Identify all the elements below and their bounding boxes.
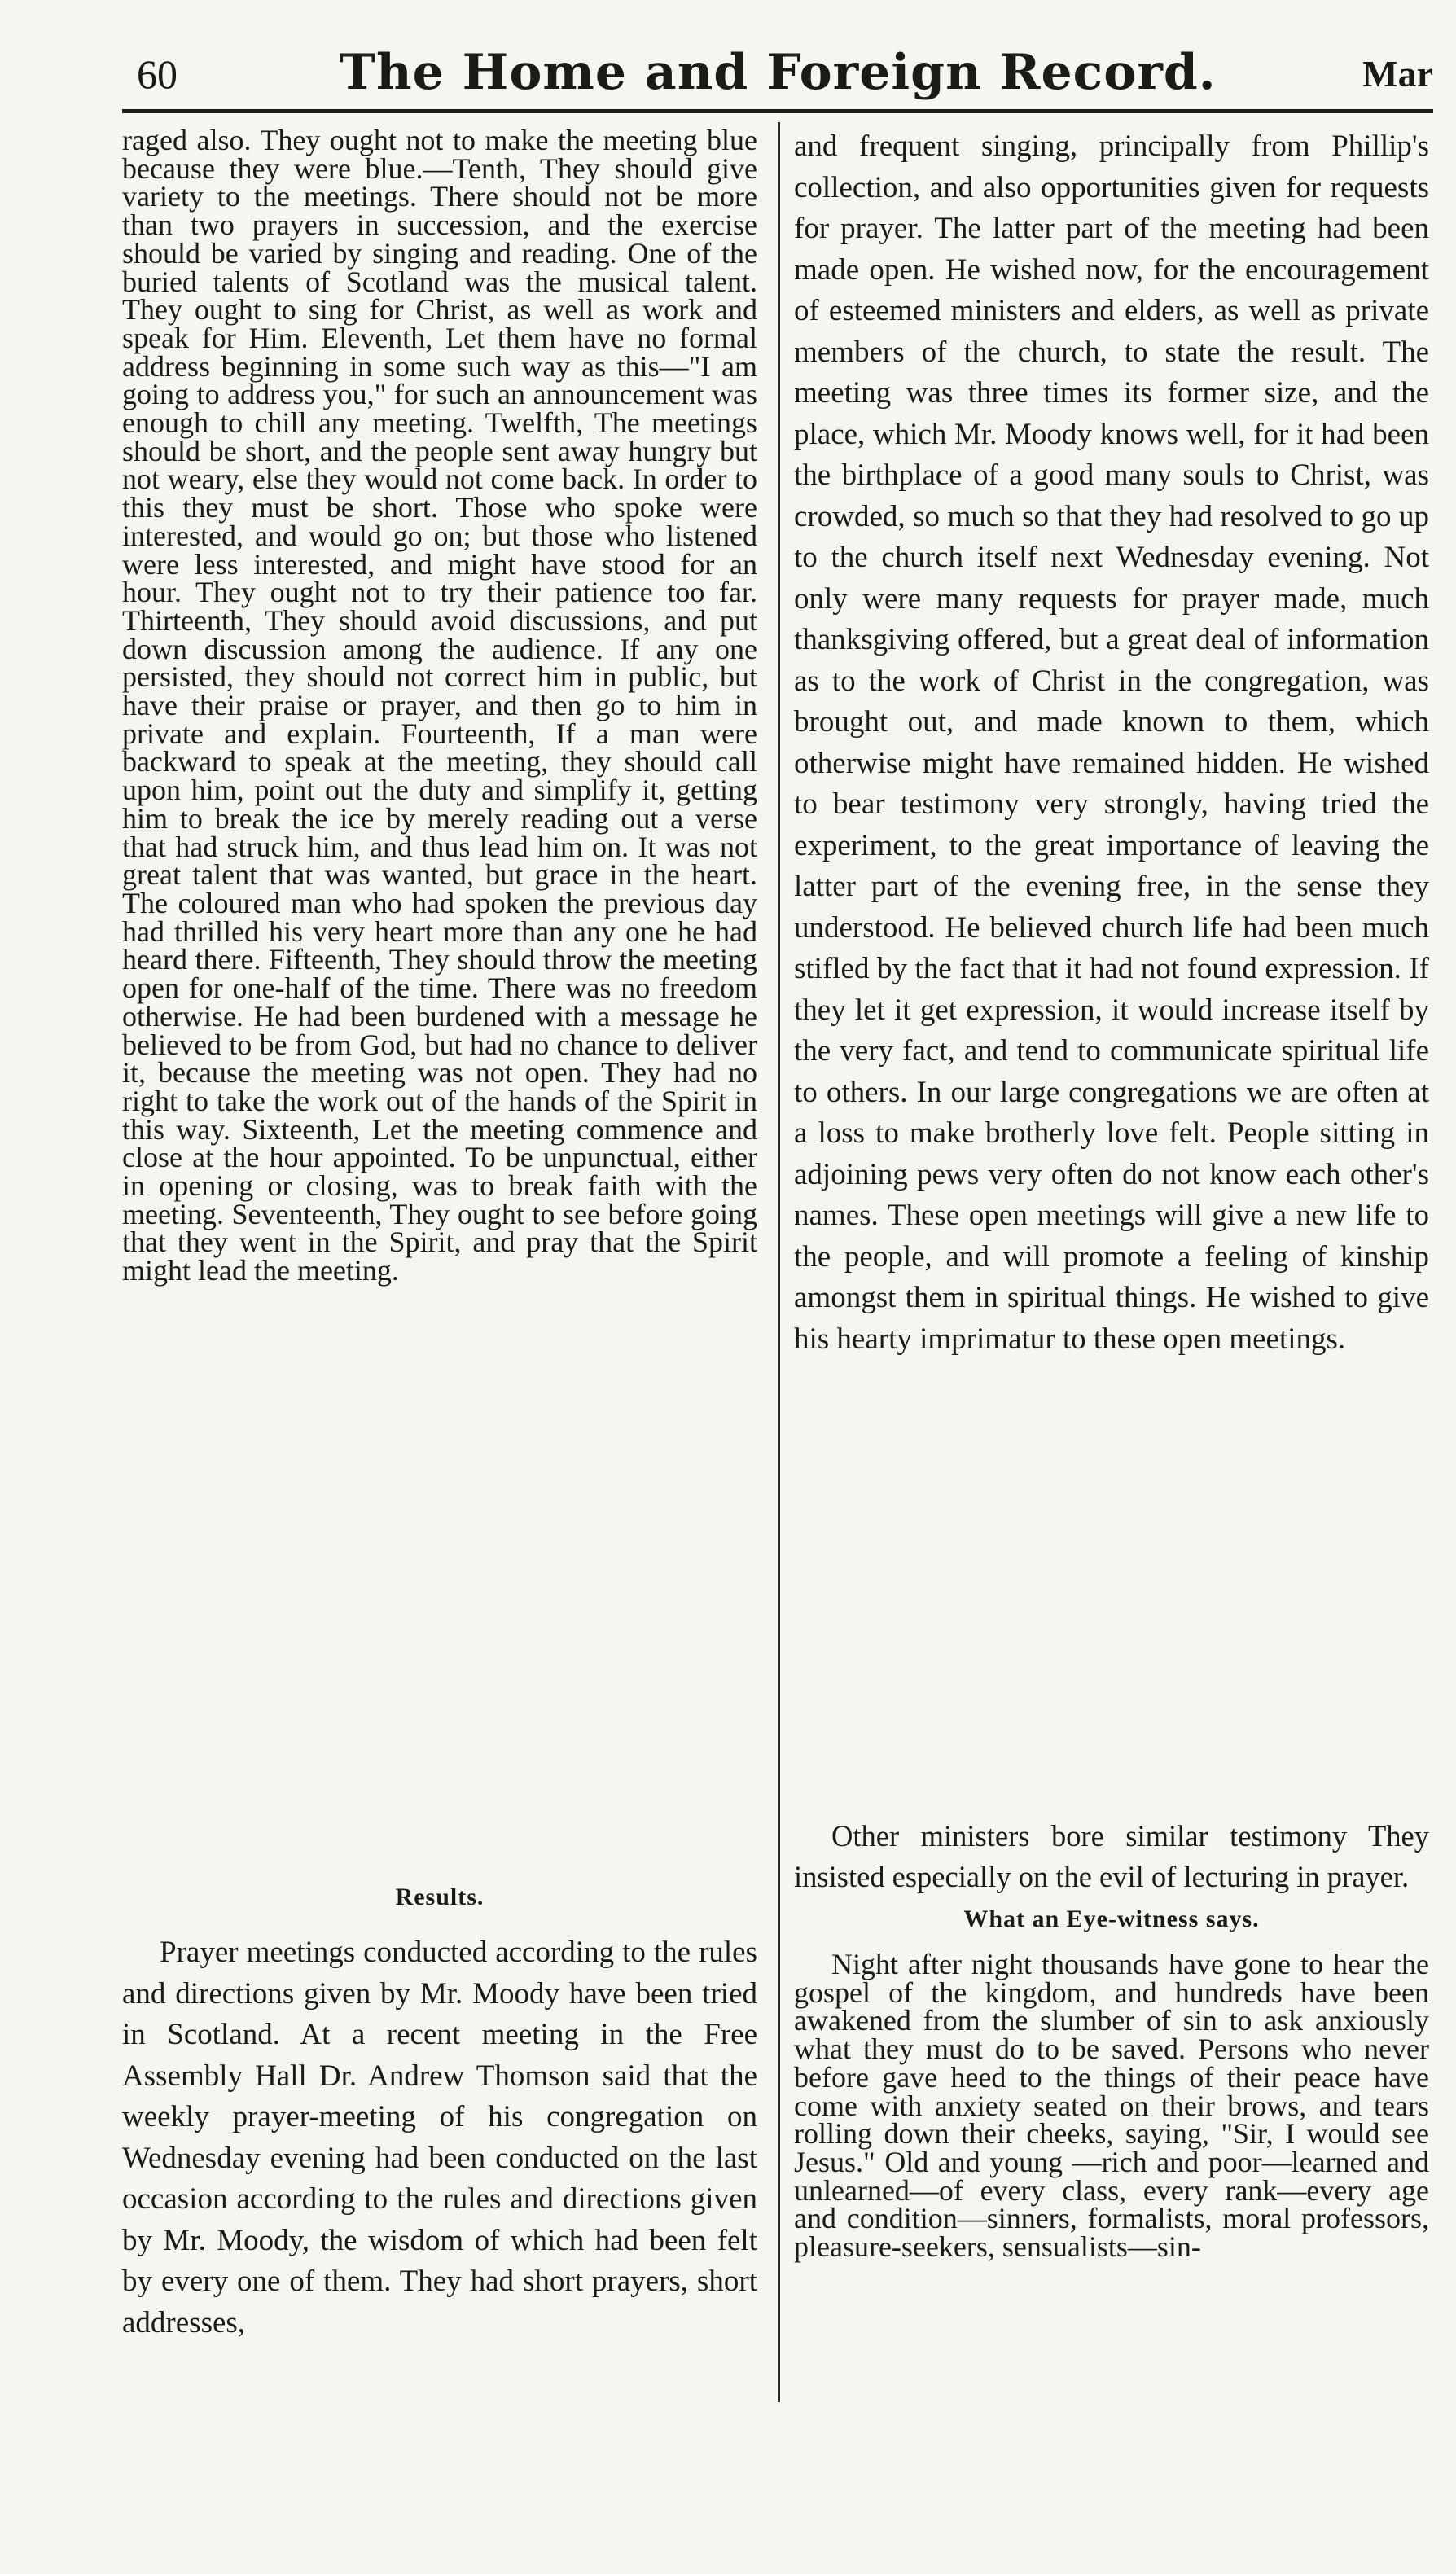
eye-witness-heading: What an Eye-witness says.	[963, 1905, 1260, 1932]
results-heading: Results.	[395, 1883, 485, 1910]
right-paragraph-testimony	[794, 1816, 1429, 1897]
results-text: Prayer meetings conducted according to the rules and directions given by Mr. Moody have been tried in Scotland. At a recent meeting in the Free Assembly Hall Dr. Andrew Thomson said that the weekly prayer-meeting of his congregation on Wednesday evening had been conducted on the last occasion according to the rules and directions given by Mr. Moody, the wisdom of which had been felt by every one of them. They had short prayers, short addresses,	[122, 1936, 757, 2339]
page-header	[122, 33, 1433, 114]
publication-title: The Home and Foreign Record.	[339, 44, 1217, 101]
eye-witness-text: Night after night thousands have gone to hear the gospel of the kingdom, and hundreds have been awakened from the slumber of sin to ask anxiously what they must do to be saved. Persons who never before gave heed to the things of their peace have come with anxiety seated on their brows, and tears rolling down their cheeks, saying, "Sir, I would see Jesus." Old and young —rich and poor—learned and unlearned—of every class, every rank—every age and condition—sinners, formalists, moral professors, pleasure-seekers, sensualists—sin-	[794, 1948, 1429, 2264]
rules-text: raged also. They ought not to make the meeting blue because they were blue.—Tenth, They should give variety to the meetings. There should not be more than two prayers in succession, and the exercise should be varied by singing and reading. One of the buried talents of Scotland was the musical talent. They ought to sing for Christ, as well as work and speak for Him. Eleventh, Let them have no formal address beginning in some such way as this—"I am going to address you," for such an announcement was enough to chill any meeting. Twelfth, The meetings should be short, and the people sent away hungry but not weary, else they would not come back. In order to this they must be short. Those who spoke were interested, and would go on; but those who listened were less interested, and might have stood for an hour. They ought not to try their patience too far. Thirteenth, They should avoid discussions, and put down discussion among the audience. If any one persisted, they should not correct him in public, but have their praise or prayer, and then go to him in private and explain. Fourteenth, If a man were backward to speak at the meeting, they should call upon him, point out the duty and simplify it, getting him to break the ice by merely reading out a verse that had struck him, and thus lead him on. It was not great talent that was wanted, but grace in the heart. The coloured man who had spoken the previous day had thrilled his very heart more than any one he had heard there. Fifteenth, They should throw the meeting open for one-half of the time. There was no freedom otherwise. He had been burdened with a message he believed to be from God, but had no chance to deliver it, because the meeting was not open. They had no right to take the work out of the hands of the Spirit in this way. Sixteenth, Let the meeting commence and close at the hour appointed. To be unpunctual, either in opening or closing, was to break faith with the meeting. Seventeenth, They ought to see before going that they went in the Spirit, and pray that the Spirit might lead the meeting.	[122, 124, 757, 1287]
running-month: Mar	[1362, 53, 1433, 94]
page-number: 60	[137, 51, 178, 97]
testimony-text: Other ministers bore similar testimony They insisted especially on the evil of lecturing in prayer.	[794, 1819, 1429, 1893]
left-paragraph-rules	[122, 126, 757, 1877]
column-divider	[778, 122, 780, 2402]
left-paragraph-results	[122, 1932, 757, 2502]
right-paragraph-eye-witness	[794, 1950, 1429, 2504]
results-continued-text: and frequent singing, principally from Phillip's collection, and also opportunities given for requests for prayer. The latter part of the meeting had been made open. He wished now, for the encouragement of esteemed ministers and elders, as well as private members of the church, to state the result. The meeting was three times its former size, and the place, which Mr. Moody knows well, for it had been the birthplace of a good many souls to Christ, was crowded, so much so that they had resolved to go up to the church itself next Wednesday evening. Not only were many requests for prayer made, much thanksgiving offered, but a great deal of information as to the work of Christ in the congregation, was brought out, and made known to them, which otherwise might have remained hidden. He wished to bear testimony very strongly, having tried the experiment, to the great importance of leaving the latter part of the evening free, in the sense they understood. He believed church life had been much stifled by the fact that it had not found expression. If they let it get expression, it would increase itself by the very fact, and tend to communicate spiritual life to others. In our large congregations we are often at a loss to make brotherly love felt. People sitting in adjoining pews very often do not know each other's names. These open meetings will give a new life to the people, and will promote a feeling of kinship amongst them in spiritual things. He wished to give his hearty imprimatur to these open meetings.	[794, 129, 1429, 1356]
header-rule	[122, 109, 1433, 113]
right-paragraph-results-continued	[794, 126, 1429, 1816]
